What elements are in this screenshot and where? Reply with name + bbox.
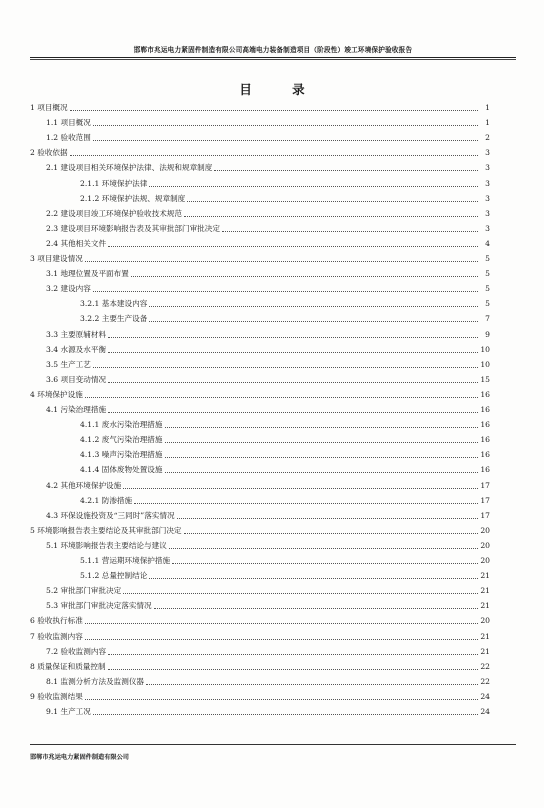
toc-entry	[80, 296, 490, 309]
toc-entry-page: 22	[480, 676, 490, 686]
toc-entry-page: 17	[480, 495, 490, 505]
toc-entry	[46, 508, 490, 521]
toc-entry-label: 5.1.2 总量控制结论	[80, 571, 148, 581]
toc-entry-label: 3.6 项目变动情况	[46, 374, 107, 384]
toc-leader-dots	[165, 427, 479, 428]
toc-entry	[46, 327, 490, 340]
toc-entry-label: 3.4 水源及水平衡	[46, 344, 107, 354]
toc-leader-dots	[165, 472, 479, 473]
toc-entry-label: 4.1.3 噪声污染治理措施	[80, 450, 163, 460]
toc-leader-dots	[93, 125, 478, 126]
toc-entry-page: 21	[480, 601, 490, 611]
toc-entry-label: 2.3 建设项目环境影响报告表及其审批部门审批决定	[46, 223, 220, 233]
toc-entry-page: 9	[485, 329, 490, 339]
toc-entry-label: 9 验收监测结果	[30, 691, 83, 701]
toc-entry	[46, 704, 490, 717]
toc-entry-page: 17	[480, 510, 490, 520]
toc-entry	[80, 311, 490, 324]
toc-entry-page: 3	[485, 208, 490, 218]
toc-entry-label: 2 验收依据	[30, 148, 68, 158]
toc-entry-page: 17	[480, 480, 490, 490]
toc-entry-label: 8 质量保证和质量控制	[30, 661, 106, 671]
toc-entry-label: 2.1.2 环境保护法规、规章制度	[80, 193, 186, 203]
toc-entry	[80, 493, 490, 506]
toc-entry-page: 16	[480, 420, 490, 430]
toc-entry-page: 10	[480, 344, 490, 354]
header-rule-thin	[30, 59, 516, 60]
report-header: 邯郸市兆运电力紧固件制造有限公司高端电力装备制造项目（阶段性）竣工环境保护验收报告	[133, 46, 413, 54]
toc-entry-page: 2	[485, 133, 490, 143]
toc-entry-label: 1 项目概况	[30, 103, 68, 112]
toc-leader-dots	[172, 563, 478, 564]
toc-leader-dots	[146, 684, 478, 685]
toc-leader-dots	[108, 412, 478, 413]
toc-leader-dots	[70, 110, 478, 111]
toc-entry-page: 16	[480, 465, 490, 475]
toc-entry	[80, 417, 490, 430]
toc-leader-dots	[108, 669, 478, 670]
toc-entry-page: 5	[485, 299, 490, 309]
company-footer: 邯郸市兆运电力紧固件制造有限公司	[30, 754, 129, 761]
toc-entry-page: 7	[485, 314, 490, 324]
toc-entry-label: 9.1 生产工况	[46, 707, 91, 716]
toc-entry-page: 16	[480, 435, 490, 445]
toc-entry	[30, 387, 490, 400]
toc-entry-page: 22	[480, 661, 490, 671]
toc-entry	[30, 689, 490, 702]
toc-entry	[46, 236, 490, 249]
toc-entry-page: 3	[485, 178, 490, 188]
toc-entry	[46, 115, 490, 128]
toc-entry-page: 24	[480, 707, 490, 716]
toc-entry	[46, 402, 490, 415]
toc-entry-label: 4.3 环保设施投资及“三同时”落实情况	[46, 510, 175, 520]
header-rule	[30, 57, 516, 58]
toc-entry	[80, 447, 490, 460]
toc-leader-dots	[93, 367, 478, 368]
toc-entry	[46, 538, 490, 551]
toc-leader-dots	[85, 397, 478, 398]
toc-leader-dots	[85, 623, 478, 624]
toc-entry	[46, 598, 490, 611]
toc-entry-page: 16	[480, 405, 490, 414]
toc-leader-dots	[149, 578, 478, 579]
toc-entry-page: 21	[480, 631, 490, 641]
toc-entry	[46, 357, 490, 370]
toc-leader-dots	[222, 231, 478, 232]
toc-entry	[30, 613, 490, 626]
toc-entry-page: 3	[485, 148, 490, 158]
toc-entry-label: 6 验收执行标准	[30, 616, 83, 626]
toc-leader-dots	[177, 518, 478, 519]
toc-entry	[46, 644, 490, 657]
toc-entry-page: 3	[485, 193, 490, 203]
toc-entry-label: 5 环境影响报告表主要结论及其审批部门决定	[30, 525, 182, 535]
toc-entry-page: 20	[480, 556, 490, 565]
toc-entry-label: 2.1.1 环境保护法律	[80, 178, 148, 188]
toc-leader-dots	[108, 352, 478, 353]
toc-entry-label: 3 项目建设情况	[30, 254, 83, 263]
toc-entry-label: 5.1.1 营运期环境保护措施	[80, 556, 171, 565]
toc-entry-label: 4.1.1 废水污染治理措施	[80, 420, 163, 430]
toc-entry-page: 24	[480, 691, 490, 701]
toc-leader-dots	[85, 261, 478, 262]
toc-leader-dots	[165, 442, 479, 443]
toc-entry-label: 2.2 建设项目竣工环境保护验收技术规范	[46, 208, 182, 218]
toc-entry	[46, 130, 490, 143]
toc-leader-dots	[108, 337, 478, 338]
toc-entry	[46, 342, 490, 355]
toc-leader-dots	[70, 155, 478, 156]
toc-entry-label: 3.5 生产工艺	[46, 359, 91, 369]
toc-entry	[46, 160, 490, 173]
toc-entry-label: 2.4 其他相关文件	[46, 238, 107, 248]
toc-entry-label: 4.1.4 固体废物处置设施	[80, 465, 163, 475]
toc-entry	[46, 281, 490, 294]
toc-entry-label: 4.2 其他环境保护设施	[46, 480, 122, 490]
toc-entry-label: 7.2 验收监测内容	[46, 646, 107, 656]
footer-rule	[30, 744, 516, 745]
toc-entry-page: 5	[485, 254, 490, 263]
toc-entry-page: 5	[485, 284, 490, 294]
toc-entry-page: 20	[480, 616, 490, 626]
toc-entry	[30, 659, 490, 672]
toc-leader-dots	[108, 654, 478, 655]
toc-entry	[80, 462, 490, 475]
toc-entry-label: 1.1 项目概况	[46, 118, 91, 128]
toc-leader-dots	[165, 457, 479, 458]
toc-entry-label: 4 环境保护设施	[30, 389, 83, 399]
toc-entry	[46, 583, 490, 596]
toc-leader-dots	[85, 699, 478, 700]
toc-entry-label: 3.2.1 基本建设内容	[80, 299, 148, 309]
toc-entry-page: 21	[480, 586, 490, 596]
toc-leader-dots	[123, 593, 478, 594]
toc-leader-dots	[134, 503, 478, 504]
toc-entry-page: 10	[480, 359, 490, 369]
toc-leader-dots	[93, 140, 478, 141]
toc-leader-dots	[149, 321, 478, 322]
toc-entry-label: 5.3 审批部门审批决定落实情况	[46, 601, 152, 611]
toc-entry-page: 21	[480, 571, 490, 581]
toc-leader-dots	[85, 639, 478, 640]
toc-entry	[30, 629, 490, 642]
toc-entry-label: 3.1 地理位置及平面布置	[46, 269, 129, 279]
toc-entry-label: 3.2.2 主要生产设备	[80, 314, 148, 324]
toc-entry-label: 4.2.1 防渗措施	[80, 495, 133, 505]
toc-entry	[80, 176, 490, 189]
toc-leader-dots	[93, 714, 478, 715]
toc-entry	[30, 145, 490, 158]
toc-entry-page: 20	[480, 525, 490, 535]
toc-entry-page: 16	[480, 450, 490, 460]
toc-entry	[46, 372, 490, 385]
toc-entry-page: 5	[485, 269, 490, 279]
toc-entry	[46, 478, 490, 491]
toc-leader-dots	[149, 186, 478, 187]
toc-leader-dots	[93, 291, 478, 292]
toc-entry-label: 5.1 环境影响报告表主要结论与建议	[46, 540, 167, 550]
toc-entry	[30, 100, 490, 113]
toc-entry-page: 15	[480, 374, 490, 384]
toc-entry	[46, 206, 490, 219]
toc-leader-dots	[214, 170, 478, 171]
toc-leader-dots	[108, 246, 478, 247]
toc-entry-page: 20	[480, 540, 490, 550]
toc-leader-dots	[187, 201, 478, 202]
toc-entry	[46, 266, 490, 279]
toc-entry	[80, 568, 490, 581]
toc-title: 目 录	[239, 82, 323, 97]
toc-entry-page: 16	[480, 389, 490, 399]
toc-entry-page: 1	[485, 103, 490, 112]
toc-leader-dots	[184, 216, 478, 217]
toc-entry	[80, 191, 490, 204]
toc-entry-page: 1	[485, 118, 490, 128]
toc-leader-dots	[108, 382, 478, 383]
toc-entry-page: 4	[485, 238, 490, 248]
toc-leader-dots	[154, 608, 478, 609]
toc-entry-page: 21	[480, 646, 490, 656]
toc-entry-label: 2.1 建设项目相关环境保护法律、法规和规章制度	[46, 163, 213, 173]
toc-entry-label: 5.2 审批部门审批决定	[46, 586, 122, 596]
toc-entry	[46, 221, 490, 234]
toc-entry	[80, 432, 490, 445]
toc-leader-dots	[123, 488, 478, 489]
toc-entry	[80, 553, 490, 566]
toc-entry-label: 4.1.2 废气污染治理措施	[80, 435, 163, 445]
toc-leader-dots	[149, 306, 478, 307]
toc-entry-label: 4.1 污染治理措施	[46, 405, 107, 414]
toc-entry-label: 7 验收监测内容	[30, 631, 83, 641]
toc-entry	[46, 674, 490, 687]
toc-leader-dots	[131, 276, 478, 277]
toc-entry-label: 8.1 监测分析方法及监测仪器	[46, 676, 145, 686]
toc-entry-label: 1.2 验收范围	[46, 133, 91, 143]
toc-entry	[30, 251, 490, 264]
toc-entry-label: 3.3 主要原辅材料	[46, 329, 107, 339]
toc-leader-dots	[169, 548, 478, 549]
toc-entry	[30, 523, 490, 536]
toc-entry-page: 3	[485, 163, 490, 173]
toc-leader-dots	[184, 533, 478, 534]
toc-entry-label: 3.2 建设内容	[46, 284, 91, 294]
toc-entry-page: 3	[485, 223, 490, 233]
